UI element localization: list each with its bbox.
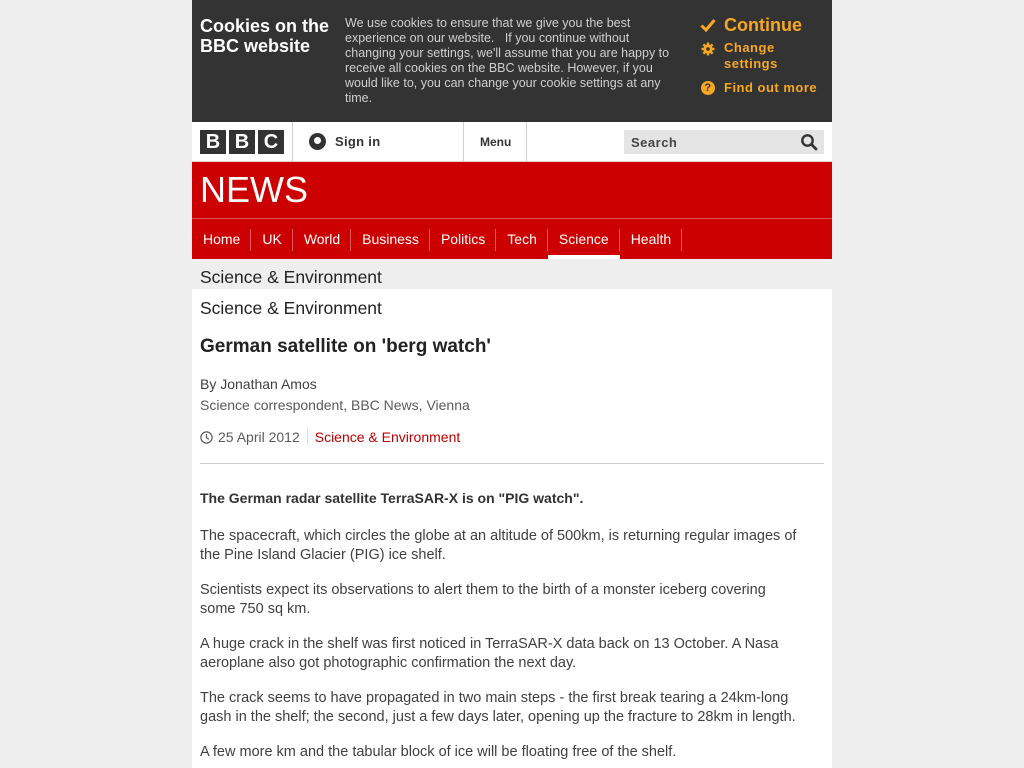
bbc-top-bar [192,122,832,162]
page [192,0,832,768]
cookie-banner-text: We use cookies to ensure that we give you the best experience on our website. If you continue without changing your settings, we'll assume that you are happy to receive all cookies on the BBC website. However, if you would like to, you can change your cookie settings at any time. [345,16,673,105]
search-input[interactable] [624,135,794,150]
question-icon: ? [700,80,716,96]
bbc-logo-letter: B [200,130,226,154]
find-out-more-button[interactable] [700,80,830,96]
article-paragraph: A huge crack in the shelf was first noticed in TerraSAR-X data back on 13 October. A Nasa aeroplane also got photographic confirmation the next day. [200,636,779,671]
divider [200,463,824,464]
nav-item-politics[interactable]: Politics [430,219,496,259]
nav-item-home[interactable]: Home [192,219,251,259]
bbc-logo-letter: C [258,130,284,154]
divider [307,429,308,445]
byline-role: Science correspondent, BBC News, Vienna [200,397,470,413]
nav-item-tech[interactable]: Tech [496,219,548,259]
article-meta [200,428,824,446]
continue-button[interactable] [700,14,830,36]
divider [526,122,527,162]
checkmark-icon [700,17,716,33]
main-nav [192,219,682,259]
article-paragraph: A few more km and the tabular block of ice will be floating free of the shelf. [200,744,677,760]
article-section-title: Science & Environment [200,298,382,318]
nav-item-science[interactable]: Science [548,219,620,259]
news-logo[interactable]: NEWS [200,169,308,210]
gear-icon [700,41,716,57]
nav-item-world[interactable]: World [293,219,351,259]
cookie-banner-title: Cookies on the BBC website [200,16,330,56]
cookie-actions [700,14,830,96]
change-settings-button[interactable] [700,40,830,72]
sign-in-label: Sign in [335,134,381,149]
divider [292,122,293,162]
news-header [192,162,832,259]
search-box [624,130,824,154]
bbc-logo[interactable] [200,130,284,154]
nav-item-health[interactable]: Health [620,219,682,259]
bbc-logo-letter: B [229,130,255,154]
find-out-more-label: Find out more [724,80,818,95]
category-link[interactable]: Science & Environment [314,429,461,445]
clock-icon [200,431,213,444]
change-settings-label: Change settings [724,40,778,71]
divider [463,122,464,162]
cookie-banner [192,0,832,122]
article-intro: The German radar satellite TerraSAR-X is on "PIG watch". [200,490,584,506]
user-icon [309,133,326,150]
article-paragraph: Scientists expect its observations to alert them to the birth of a monster iceberg covering some 750 sq km. [200,582,766,617]
continue-label: Continue [724,15,802,35]
nav-item-uk[interactable]: UK [251,219,292,259]
sign-in-link[interactable] [309,133,380,150]
menu-button[interactable]: Menu [480,135,512,149]
article-paragraph: The spacecraft, which circles the globe at an altitude of 500km, is returning regular images of the Pine Island Glacier (PIG) ice shelf. [200,528,797,563]
article [192,289,832,768]
search-icon[interactable] [800,133,818,151]
article-paragraph: The crack seems to have propagated in two main steps - the first break tearing a 24km-long gash in the shelf; the second, just a few days later, opening up the fracture to 28km in length. [200,690,796,725]
section-bar: Science & Environment [192,259,832,289]
nav-item-business[interactable]: Business [351,219,430,259]
article-headline: German satellite on 'berg watch' [200,336,491,357]
article-date: 25 April 2012 [218,429,300,445]
byline-author: By Jonathan Amos [200,376,317,392]
